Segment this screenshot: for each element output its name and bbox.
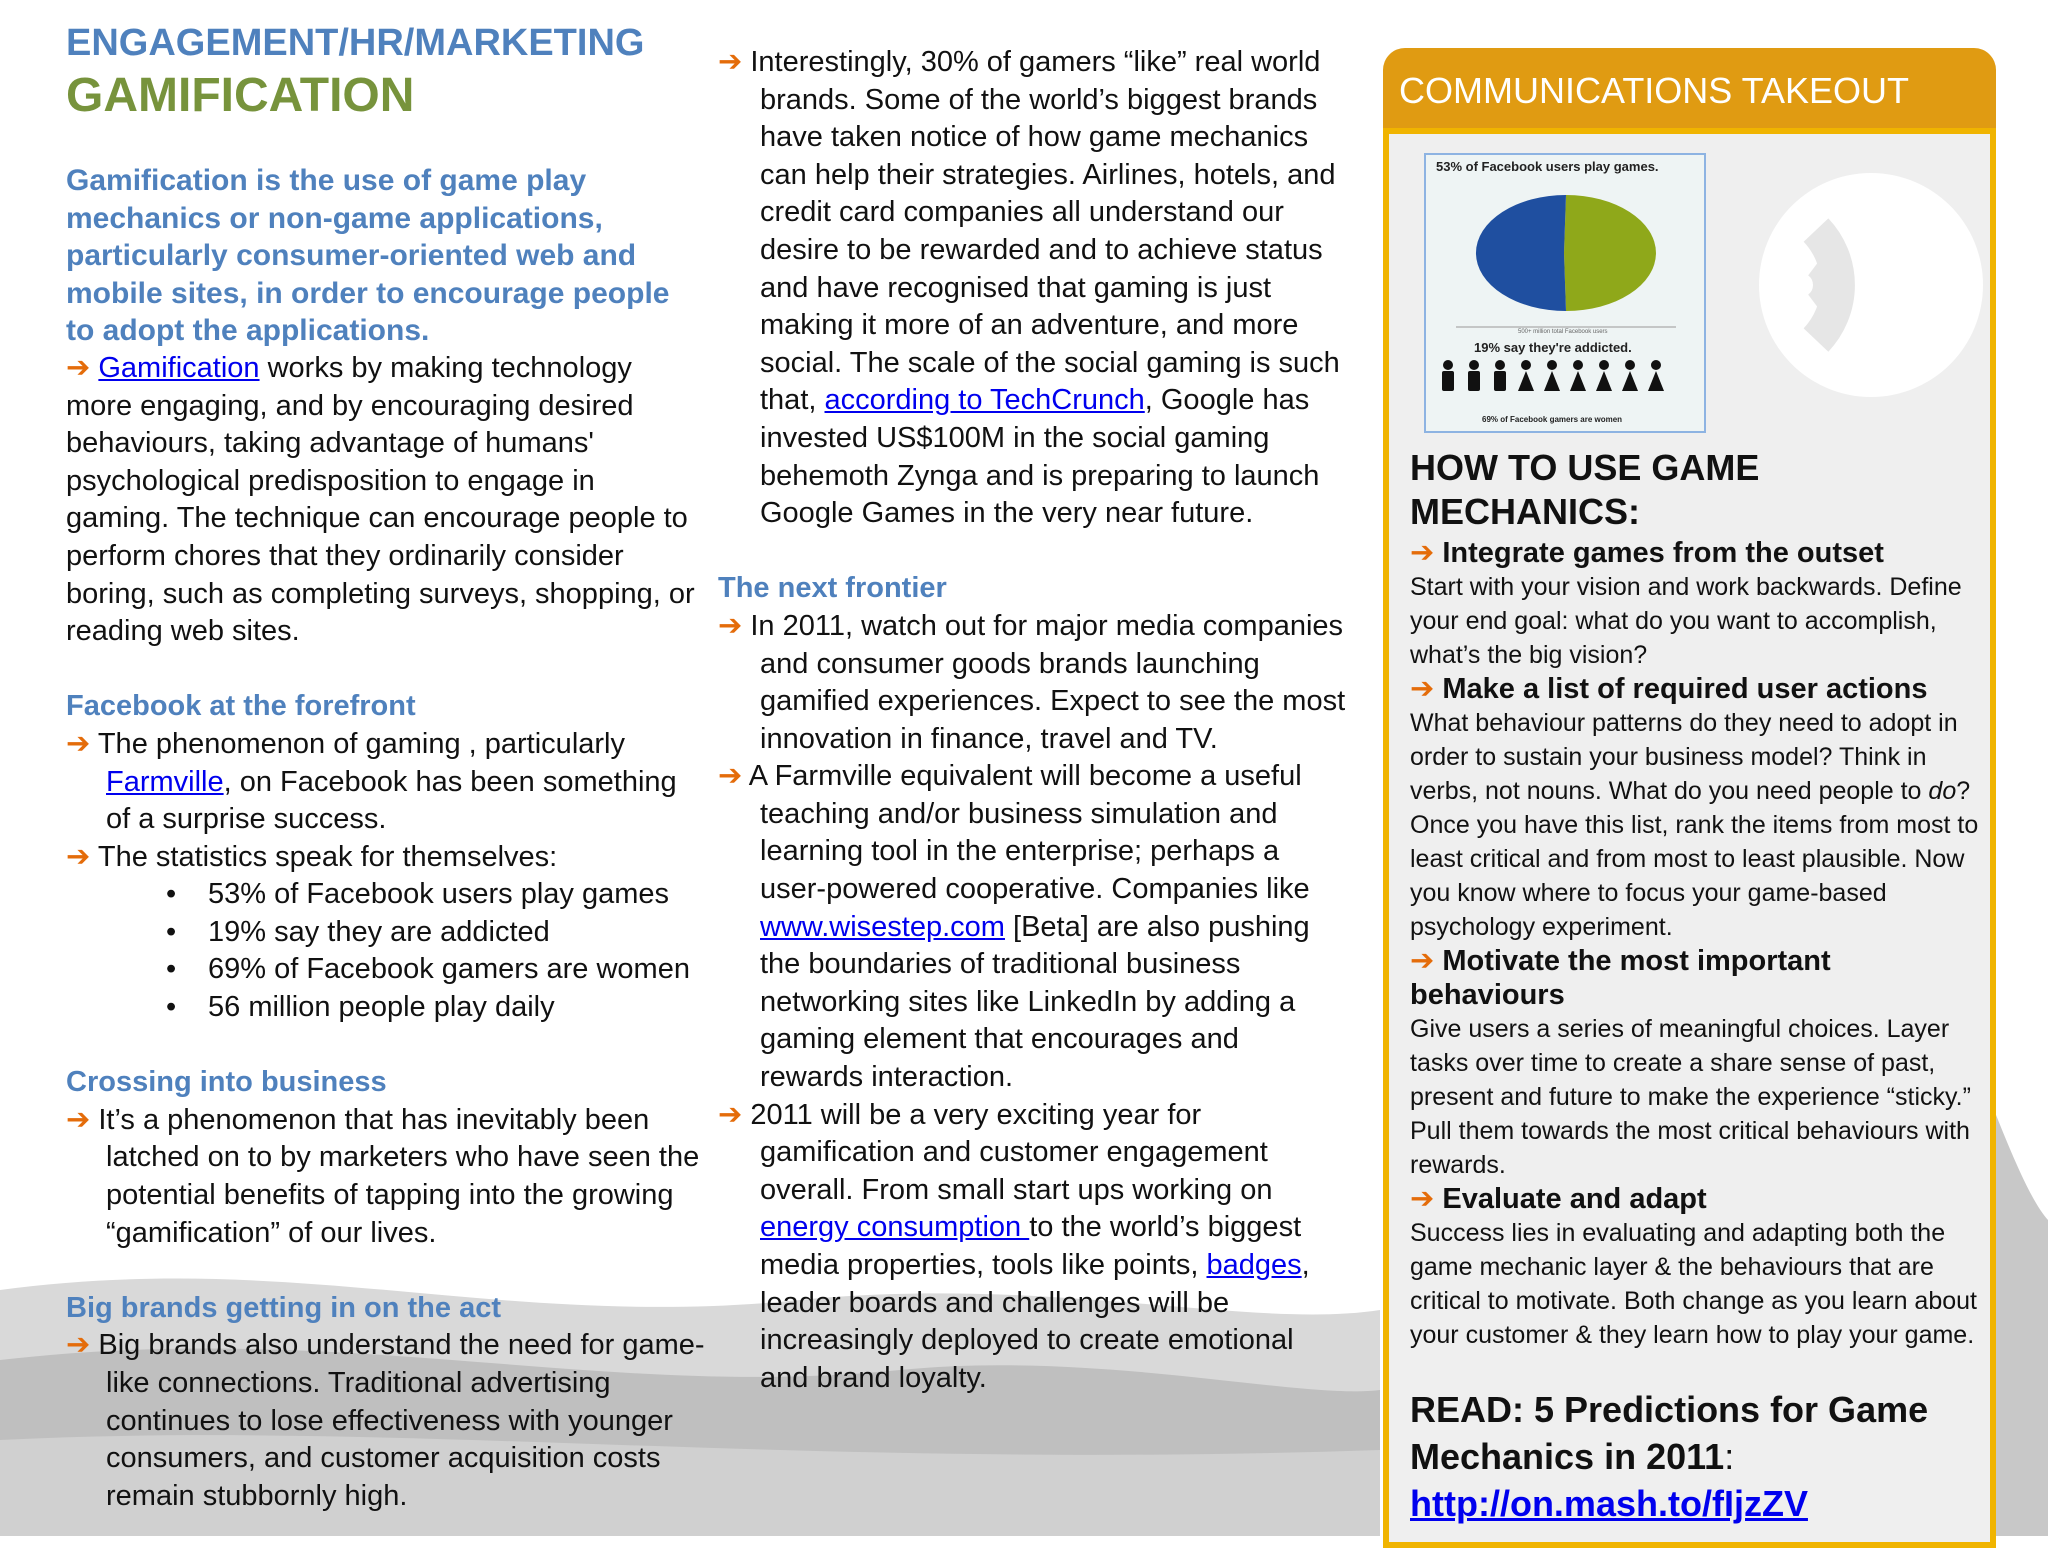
bullet-icon: • bbox=[166, 953, 177, 986]
bullet-icon: • bbox=[166, 878, 177, 911]
arrow-icon: ➔ bbox=[718, 760, 743, 793]
step-title: ➔ Evaluate and adapt bbox=[1410, 1183, 1707, 1215]
arrow-icon: ➔ bbox=[66, 1103, 91, 1136]
wisestep-link[interactable]: www.wisestep.com bbox=[760, 910, 1005, 943]
heading-next-frontier: The next frontier bbox=[718, 572, 947, 605]
list-item: ➔ A Farmville equivalent will become a useful teaching and/or business simulation and learning tool in the enterprise; perhaps a user-powered cooperative. Companies like www.wisestep.com [Beta] are also pushing the boundaries of traditional business networking sites like LinkedIn by adding a gaming element that encourages and rewards interaction. bbox=[718, 760, 1310, 1094]
left-column bbox=[66, 20, 706, 1515]
middle-column bbox=[718, 44, 1348, 1397]
heading-facebook: Facebook at the forefront bbox=[66, 690, 416, 723]
read-more: READ: 5 Predictions for Game Mechanics in 2011: http://on.mash.to/fIjzZV bbox=[1410, 1389, 1929, 1524]
stat-item: • 19% say they are addicted bbox=[166, 914, 706, 952]
page-title: GAMIFICATION bbox=[66, 69, 415, 122]
panel-title: COMMUNICATIONS TAKEOUT bbox=[1399, 70, 1910, 111]
arrow-icon: ➔ bbox=[66, 727, 91, 760]
stat-item: • 53% of Facebook users play games bbox=[166, 876, 706, 914]
arrow-icon: ➔ bbox=[1410, 945, 1435, 977]
chart-addicted-label: 19% say they're addicted. bbox=[1474, 340, 1632, 355]
list-item: ➔ In 2011, watch out for major media companies and consumer goods brands launching gamified experiences. Expect to see the most innovation in finance, travel and TV. bbox=[718, 609, 1346, 755]
facebook-stats-infographic bbox=[1424, 153, 1706, 433]
step-text: Start with your vision and work backwards. Define your end goal: what do you want to accomplish, what’s the big vision? bbox=[1410, 573, 1962, 669]
pie-slice-no-play bbox=[1476, 195, 1566, 311]
energy-consumption-link[interactable]: energy consumption bbox=[760, 1211, 1030, 1244]
list-item: ➔ It’s a phenomenon that has inevitably been latched on to by marketers who have seen the potential benefits of tapping into the growing “gamification” of our lives. bbox=[66, 1103, 700, 1249]
badges-link[interactable]: badges bbox=[1206, 1249, 1302, 1281]
intro-paragraph bbox=[66, 350, 706, 651]
step-title: ➔ Integrate games from the outset bbox=[1410, 537, 1884, 569]
game-mechanics-heading: HOW TO USE GAME MECHANICS: bbox=[1410, 447, 1760, 532]
farmville-link[interactable]: Farmville bbox=[106, 765, 224, 798]
arrow-icon: ➔ bbox=[66, 840, 91, 873]
techcrunch-link[interactable]: according to TechCrunch bbox=[824, 384, 1145, 417]
stats-list bbox=[66, 876, 706, 1026]
chart-title: 53% of Facebook users play games. bbox=[1436, 159, 1659, 174]
list-item: ➔ Interestingly, 30% of gamers “like” real world brands. Some of the world’s biggest brands have taken notice of how game mechanics can help their strategies. Airlines, hotels, and credit card companies all understand our desire to be rewarded and to achieve status and have recognised that gaming is just making it more of an adventure, and more social. The scale of the social gaming is such that, according to TechCrunch, Google has invested US$100M in the social gaming behemoth Zynga and is preparing to launch Google Games in the very near future. bbox=[718, 46, 1340, 530]
arrow-icon: ➔ bbox=[66, 1329, 91, 1362]
bullet-icon: • bbox=[166, 915, 177, 948]
step-text: Give users a series of meaningful choices. Layer tasks over time to create a share sense of past, present and future to make the experience “sticky.” Pull them towards the most critical behaviours with rewards. bbox=[1410, 1015, 1971, 1179]
arrow-icon: ➔ bbox=[1410, 1183, 1435, 1215]
list-item: ➔ The phenomenon of gaming , particularly Farmville, on Facebook has been something of a surprise success. bbox=[66, 727, 677, 836]
arrow-icon: ➔ bbox=[1410, 673, 1435, 705]
stat-item: • 69% of Facebook gamers are women bbox=[166, 951, 706, 989]
chart-women-label: 69% of Facebook gamers are women bbox=[1482, 415, 1623, 424]
step-title: ➔ Motivate the most important behaviours bbox=[1410, 945, 1831, 1011]
arrow-icon: ➔ bbox=[718, 609, 743, 642]
lead-paragraph: Gamification is the use of game play mechanics or non-game applications, particularly consumer-oriented web and mobile sites, in order to encourage people to adopt the applications. bbox=[66, 164, 670, 348]
list-item: ➔ Big brands also understand the need for game-like connections. Traditional advertising continues to lose effectiveness with younger consumers, and customer acquisition costs remain stubbornly high. bbox=[66, 1329, 705, 1512]
bullet-icon: • bbox=[166, 991, 177, 1024]
list-item: ➔ 2011 will be a very exciting year for gamification and customer engagement overall. From small start ups working on energy consumption to the world’s biggest media properties, tools like points, badges, leader boards and challenges will be increasingly deployed to create emotional and brand loyalty. bbox=[718, 1098, 1310, 1394]
pie-chart bbox=[1426, 155, 1704, 431]
heading-bigbrands: Big brands getting in on the act bbox=[66, 1291, 501, 1324]
panel-content bbox=[1410, 446, 1990, 1527]
intro-text: works by making technology more engaging, and by encouraging desired behaviours, taking advantage of humans' psychological predisposition to engage in gaming. The technique can encourage people to perform chores that they ordinarily consider boring, such as completing surveys, shopping, or reading web sites. bbox=[66, 351, 695, 648]
step-text: What behaviour patterns do they need to adopt in order to sustain your business model? Think in verbs, not nouns. What do you need people to do? Once you have this list, rank the items from most to least critical and from most to least plausible. Now you know where to focus your game-based psychology experiment. bbox=[1410, 709, 1979, 941]
section-kicker: ENGAGEMENT/HR/MARKETING bbox=[66, 22, 645, 64]
chart-subtitle: 500+ million total Facebook users bbox=[1518, 329, 1608, 335]
heading-crossing: Crossing into business bbox=[66, 1066, 387, 1099]
list-item: ➔ The statistics speak for themselves: bbox=[66, 840, 558, 873]
step-title: ➔ Make a list of required user actions bbox=[1410, 673, 1928, 705]
stat-item: • 56 million people play daily bbox=[166, 989, 706, 1027]
gamification-link[interactable]: Gamification bbox=[98, 351, 260, 384]
read-label: READ: 5 Predictions for Game Mechanics in 2011 bbox=[1410, 1389, 1929, 1477]
arrow-icon: ➔ bbox=[66, 351, 91, 384]
panel-header bbox=[1383, 48, 1996, 128]
people-icons bbox=[1442, 360, 1664, 391]
arrow-icon: ➔ bbox=[718, 46, 743, 78]
step-text: Success lies in evaluating and adapting both the game mechanic layer & the behaviours that are critical to motivate. Both change as you learn about your customer & they learn how to play your game. bbox=[1410, 1219, 1977, 1349]
pie-slice-play bbox=[1564, 195, 1656, 311]
read-more-link[interactable]: http://on.mash.to/fIjzZV bbox=[1410, 1483, 1808, 1524]
arrow-icon: ➔ bbox=[718, 1098, 743, 1131]
logo-icon bbox=[1756, 170, 1986, 400]
arrow-icon: ➔ bbox=[1410, 537, 1435, 569]
